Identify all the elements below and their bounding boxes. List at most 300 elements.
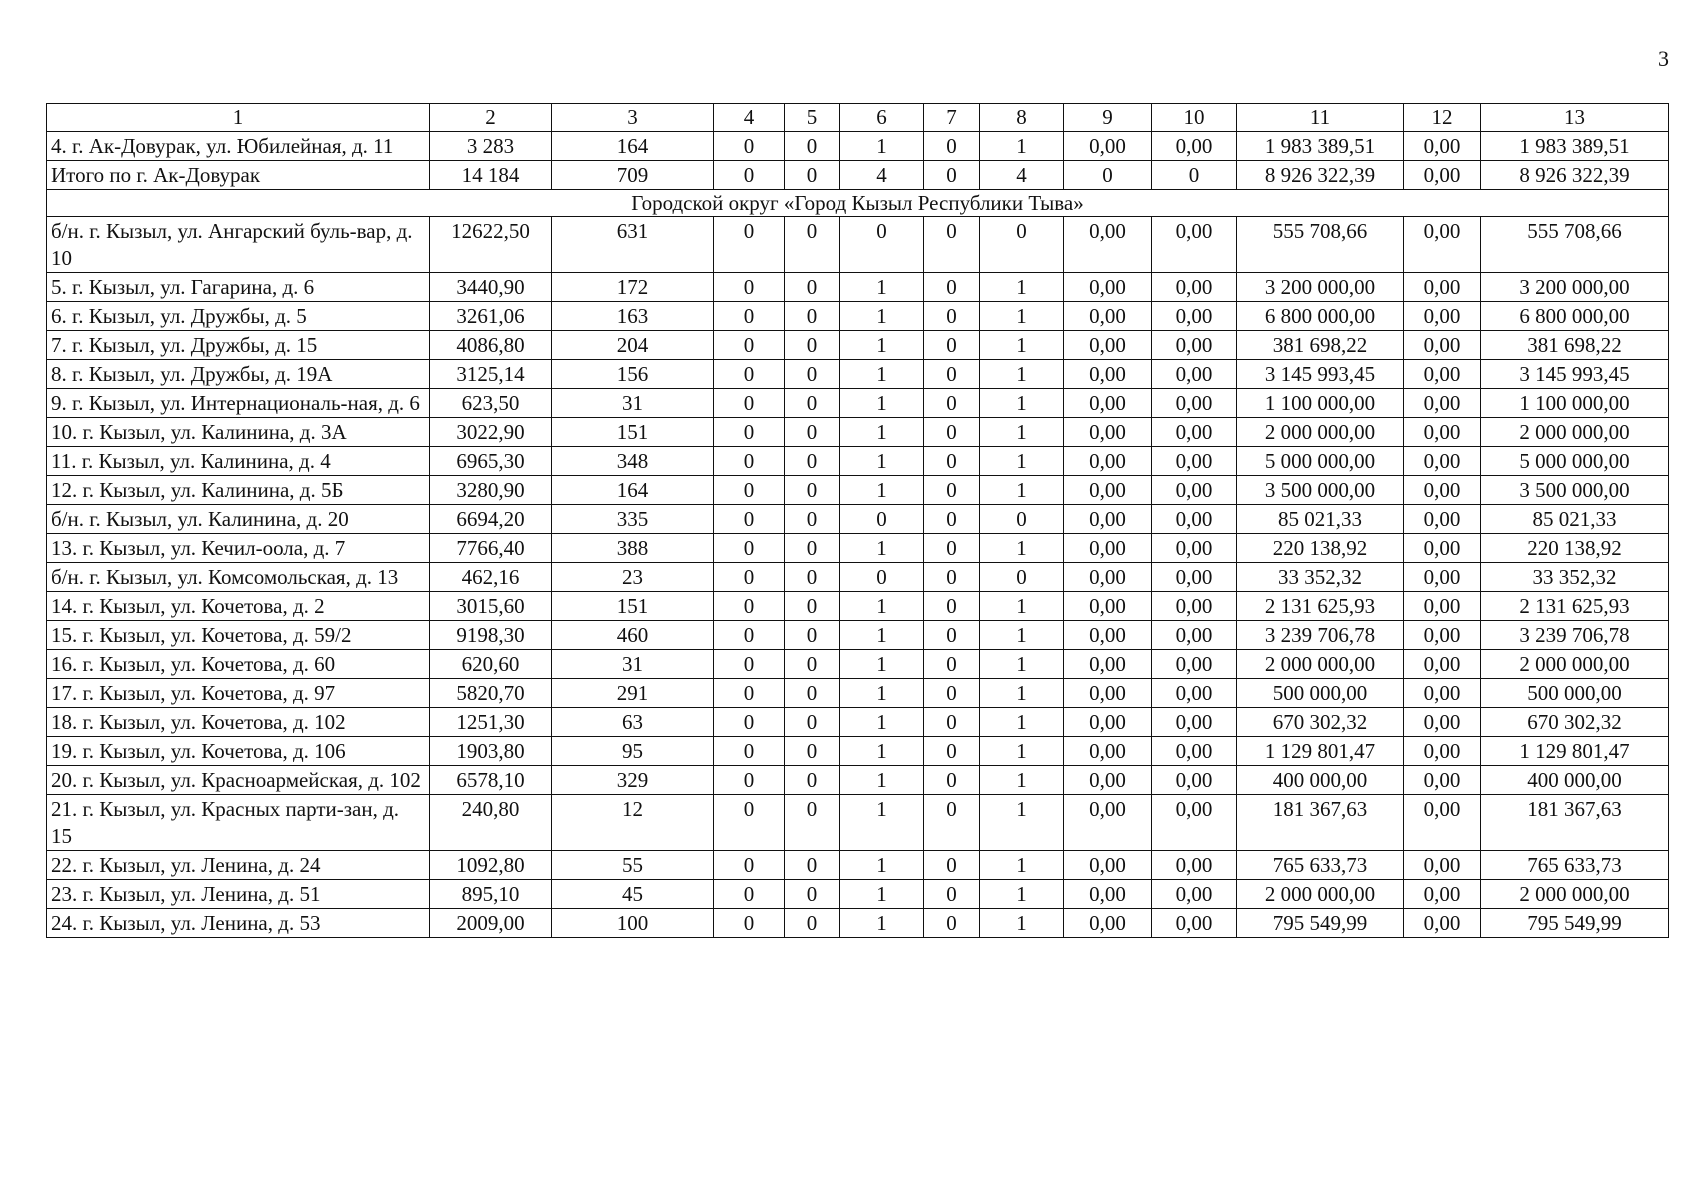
value-cell: 0 xyxy=(714,880,785,909)
value-cell: 1 xyxy=(840,795,924,851)
value-cell: 0,00 xyxy=(1152,331,1237,360)
value-cell: 1 xyxy=(980,360,1064,389)
value-cell: 1 129 801,47 xyxy=(1237,737,1404,766)
value-cell: 0 xyxy=(714,161,785,190)
value-cell: 3 145 993,45 xyxy=(1237,360,1404,389)
value-cell: 0,00 xyxy=(1404,650,1481,679)
value-cell: 85 021,33 xyxy=(1237,505,1404,534)
value-cell: 0 xyxy=(714,650,785,679)
value-cell: 3 239 706,78 xyxy=(1481,621,1669,650)
value-cell: 0 xyxy=(1152,161,1237,190)
value-cell: 1 xyxy=(980,851,1064,880)
header-cell: 8 xyxy=(980,104,1064,132)
address-cell: б/н. г. Кызыл, ул. Ангарский буль-вар, д. 10 xyxy=(47,217,430,273)
value-cell: 0 xyxy=(714,273,785,302)
value-cell: 0,00 xyxy=(1152,708,1237,737)
table-row xyxy=(47,476,1669,505)
value-cell: 100 xyxy=(552,909,714,938)
address-cell: 9. г. Кызыл, ул. Интернациональ-ная, д. 6 xyxy=(47,389,430,418)
value-cell: 1 xyxy=(840,302,924,331)
value-cell: 0 xyxy=(714,476,785,505)
value-cell: 3 283 xyxy=(430,132,552,161)
value-cell: 0 xyxy=(785,217,840,273)
table-row xyxy=(47,795,1669,851)
table-row xyxy=(47,217,1669,273)
value-cell: 1 xyxy=(980,273,1064,302)
value-cell: 0 xyxy=(714,505,785,534)
header-cell: 9 xyxy=(1064,104,1152,132)
value-cell: 381 698,22 xyxy=(1237,331,1404,360)
value-cell: 0,00 xyxy=(1152,273,1237,302)
value-cell: 0 xyxy=(924,273,980,302)
value-cell: 0 xyxy=(785,476,840,505)
value-cell: 1 xyxy=(980,592,1064,621)
value-cell: 1 129 801,47 xyxy=(1481,737,1669,766)
value-cell: 0,00 xyxy=(1152,766,1237,795)
value-cell: 0 xyxy=(924,679,980,708)
value-cell: 33 352,32 xyxy=(1481,563,1669,592)
value-cell: 95 xyxy=(552,737,714,766)
value-cell: 1 xyxy=(840,880,924,909)
value-cell: 0 xyxy=(714,795,785,851)
value-cell: 0,00 xyxy=(1152,909,1237,938)
value-cell: 1 100 000,00 xyxy=(1237,389,1404,418)
address-cell: 19. г. Кызыл, ул. Кочетова, д. 106 xyxy=(47,737,430,766)
section-row xyxy=(47,190,1669,217)
value-cell: 0,00 xyxy=(1064,880,1152,909)
value-cell: 31 xyxy=(552,650,714,679)
value-cell: 1 xyxy=(980,447,1064,476)
value-cell: 9198,30 xyxy=(430,621,552,650)
table-row xyxy=(47,880,1669,909)
value-cell: 1 xyxy=(980,795,1064,851)
value-cell: 2 000 000,00 xyxy=(1481,418,1669,447)
value-cell: 181 367,63 xyxy=(1481,795,1669,851)
value-cell: 0,00 xyxy=(1404,708,1481,737)
value-cell: 1 xyxy=(980,534,1064,563)
value-cell: 1 xyxy=(980,389,1064,418)
value-cell: 0,00 xyxy=(1404,851,1481,880)
value-cell: 0,00 xyxy=(1064,563,1152,592)
value-cell: 0 xyxy=(924,708,980,737)
value-cell: 1 xyxy=(980,737,1064,766)
value-cell: 0 xyxy=(714,851,785,880)
value-cell: 0,00 xyxy=(1152,650,1237,679)
value-cell: 555 708,66 xyxy=(1481,217,1669,273)
value-cell: 0,00 xyxy=(1064,360,1152,389)
address-cell: 23. г. Кызыл, ул. Ленина, д. 51 xyxy=(47,880,430,909)
value-cell: 0 xyxy=(785,650,840,679)
value-cell: 3 145 993,45 xyxy=(1481,360,1669,389)
address-cell: 21. г. Кызыл, ул. Красных парти-зан, д. 15 xyxy=(47,795,430,851)
value-cell: 709 xyxy=(552,161,714,190)
value-cell: 0,00 xyxy=(1404,161,1481,190)
value-cell: 1 100 000,00 xyxy=(1481,389,1669,418)
value-cell: 0 xyxy=(924,389,980,418)
value-cell: 0 xyxy=(714,132,785,161)
value-cell: 0,00 xyxy=(1152,217,1237,273)
value-cell: 0 xyxy=(785,563,840,592)
value-cell: 0 xyxy=(924,650,980,679)
value-cell: 220 138,92 xyxy=(1481,534,1669,563)
section-title: Городской округ «Город Кызыл Республики Тыва» xyxy=(47,190,1669,217)
data-table-container xyxy=(46,103,1668,938)
value-cell: 172 xyxy=(552,273,714,302)
value-cell: 1 xyxy=(840,360,924,389)
value-cell: 6694,20 xyxy=(430,505,552,534)
value-cell: 291 xyxy=(552,679,714,708)
table-row xyxy=(47,447,1669,476)
value-cell: 1 xyxy=(980,679,1064,708)
value-cell: 0 xyxy=(924,621,980,650)
value-cell: 3022,90 xyxy=(430,418,552,447)
value-cell: 0 xyxy=(714,331,785,360)
value-cell: 0 xyxy=(785,302,840,331)
value-cell: 0,00 xyxy=(1404,563,1481,592)
value-cell: 0,00 xyxy=(1404,132,1481,161)
value-cell: 795 549,99 xyxy=(1481,909,1669,938)
value-cell: 0,00 xyxy=(1152,476,1237,505)
value-cell: 0,00 xyxy=(1064,302,1152,331)
value-cell: 2 131 625,93 xyxy=(1237,592,1404,621)
value-cell: 0 xyxy=(714,418,785,447)
value-cell: 0,00 xyxy=(1064,217,1152,273)
value-cell: 6 800 000,00 xyxy=(1237,302,1404,331)
value-cell: 0 xyxy=(924,795,980,851)
address-cell: 16. г. Кызыл, ул. Кочетова, д. 60 xyxy=(47,650,430,679)
value-cell: 0 xyxy=(924,534,980,563)
table-row xyxy=(47,737,1669,766)
value-cell: 0,00 xyxy=(1064,505,1152,534)
value-cell: 0 xyxy=(785,621,840,650)
value-cell: 3 200 000,00 xyxy=(1237,273,1404,302)
value-cell: 0,00 xyxy=(1404,418,1481,447)
value-cell: 0 xyxy=(714,360,785,389)
value-cell: 0 xyxy=(924,447,980,476)
value-cell: 0,00 xyxy=(1064,621,1152,650)
value-cell: 31 xyxy=(552,389,714,418)
value-cell: 8 926 322,39 xyxy=(1481,161,1669,190)
table-row xyxy=(47,909,1669,938)
value-cell: 0 xyxy=(785,851,840,880)
value-cell: 0 xyxy=(714,217,785,273)
value-cell: 3440,90 xyxy=(430,273,552,302)
value-cell: 0 xyxy=(924,217,980,273)
header-row xyxy=(47,104,1669,132)
value-cell: 0 xyxy=(785,909,840,938)
value-cell: 0 xyxy=(980,217,1064,273)
value-cell: 670 302,32 xyxy=(1481,708,1669,737)
value-cell: 2 131 625,93 xyxy=(1481,592,1669,621)
value-cell: 1903,80 xyxy=(430,737,552,766)
address-cell: 17. г. Кызыл, ул. Кочетова, д. 97 xyxy=(47,679,430,708)
value-cell: 0 xyxy=(714,679,785,708)
value-cell: 5 000 000,00 xyxy=(1481,447,1669,476)
table-row xyxy=(47,273,1669,302)
value-cell: 0,00 xyxy=(1404,447,1481,476)
table-row xyxy=(47,679,1669,708)
value-cell: 3 500 000,00 xyxy=(1237,476,1404,505)
value-cell: 0,00 xyxy=(1404,389,1481,418)
value-cell: 164 xyxy=(552,132,714,161)
table-row xyxy=(47,505,1669,534)
value-cell: 1 xyxy=(980,331,1064,360)
value-cell: 0,00 xyxy=(1064,331,1152,360)
value-cell: 388 xyxy=(552,534,714,563)
value-cell: 0 xyxy=(785,389,840,418)
value-cell: 0 xyxy=(840,217,924,273)
value-cell: 12622,50 xyxy=(430,217,552,273)
value-cell: 0,00 xyxy=(1064,418,1152,447)
value-cell: 462,16 xyxy=(430,563,552,592)
value-cell: 0,00 xyxy=(1404,592,1481,621)
header-cell: 11 xyxy=(1237,104,1404,132)
value-cell: 0,00 xyxy=(1152,505,1237,534)
data-table xyxy=(46,103,1669,938)
address-cell: Итого по г. Ак-Довурак xyxy=(47,161,430,190)
value-cell: 3 239 706,78 xyxy=(1237,621,1404,650)
value-cell: 3280,90 xyxy=(430,476,552,505)
value-cell: 1 xyxy=(840,331,924,360)
value-cell: 0 xyxy=(924,302,980,331)
header-cell: 5 xyxy=(785,104,840,132)
header-cell: 7 xyxy=(924,104,980,132)
value-cell: 0 xyxy=(980,563,1064,592)
value-cell: 0 xyxy=(785,737,840,766)
address-cell: 13. г. Кызыл, ул. Кечил-оола, д. 7 xyxy=(47,534,430,563)
value-cell: 3015,60 xyxy=(430,592,552,621)
table-row xyxy=(47,851,1669,880)
table-row xyxy=(47,389,1669,418)
value-cell: 0 xyxy=(714,389,785,418)
value-cell: 0 xyxy=(785,679,840,708)
value-cell: 0 xyxy=(785,447,840,476)
header-cell: 6 xyxy=(840,104,924,132)
value-cell: 0 xyxy=(785,795,840,851)
value-cell: 0 xyxy=(924,766,980,795)
address-cell: 7. г. Кызыл, ул. Дружбы, д. 15 xyxy=(47,331,430,360)
table-row xyxy=(47,331,1669,360)
value-cell: 0,00 xyxy=(1404,217,1481,273)
value-cell: 0 xyxy=(785,273,840,302)
value-cell: 1 xyxy=(840,909,924,938)
value-cell: 0,00 xyxy=(1064,737,1152,766)
value-cell: 765 633,73 xyxy=(1481,851,1669,880)
value-cell: 0,00 xyxy=(1404,766,1481,795)
value-cell: 0,00 xyxy=(1404,679,1481,708)
value-cell: 0 xyxy=(924,476,980,505)
value-cell: 0,00 xyxy=(1152,447,1237,476)
table-row xyxy=(47,708,1669,737)
page-number: 3 xyxy=(1658,46,1669,71)
address-cell: 5. г. Кызыл, ул. Гагарина, д. 6 xyxy=(47,273,430,302)
value-cell: 0,00 xyxy=(1152,795,1237,851)
value-cell: 1 xyxy=(980,880,1064,909)
value-cell: 0,00 xyxy=(1152,737,1237,766)
table-row xyxy=(47,534,1669,563)
value-cell: 3 200 000,00 xyxy=(1481,273,1669,302)
value-cell: 0 xyxy=(924,505,980,534)
value-cell: 14 184 xyxy=(430,161,552,190)
value-cell: 0,00 xyxy=(1404,476,1481,505)
value-cell: 5820,70 xyxy=(430,679,552,708)
value-cell: 348 xyxy=(552,447,714,476)
address-cell: 6. г. Кызыл, ул. Дружбы, д. 5 xyxy=(47,302,430,331)
value-cell: 0,00 xyxy=(1152,132,1237,161)
value-cell: 0 xyxy=(714,534,785,563)
header-cell: 2 xyxy=(430,104,552,132)
value-cell: 0,00 xyxy=(1404,909,1481,938)
value-cell: 1 xyxy=(840,766,924,795)
value-cell: 0,00 xyxy=(1064,679,1152,708)
value-cell: 4 xyxy=(840,161,924,190)
value-cell: 1 xyxy=(840,447,924,476)
value-cell: 0,00 xyxy=(1064,273,1152,302)
value-cell: 0 xyxy=(924,592,980,621)
table-row xyxy=(47,418,1669,447)
value-cell: 4086,80 xyxy=(430,331,552,360)
value-cell: 620,60 xyxy=(430,650,552,679)
value-cell: 163 xyxy=(552,302,714,331)
address-cell: 4. г. Ак-Довурак, ул. Юбилейная, д. 11 xyxy=(47,132,430,161)
value-cell: 1092,80 xyxy=(430,851,552,880)
value-cell: 895,10 xyxy=(430,880,552,909)
address-cell: 15. г. Кызыл, ул. Кочетова, д. 59/2 xyxy=(47,621,430,650)
value-cell: 1 xyxy=(980,909,1064,938)
value-cell: 164 xyxy=(552,476,714,505)
value-cell: 0 xyxy=(714,909,785,938)
header-cell: 4 xyxy=(714,104,785,132)
value-cell: 0 xyxy=(714,302,785,331)
table-row xyxy=(47,132,1669,161)
value-cell: 3261,06 xyxy=(430,302,552,331)
value-cell: 0 xyxy=(924,851,980,880)
value-cell: 1 xyxy=(840,132,924,161)
value-cell: 1 xyxy=(980,418,1064,447)
value-cell: 156 xyxy=(552,360,714,389)
value-cell: 1 xyxy=(840,418,924,447)
value-cell: 1 xyxy=(980,766,1064,795)
value-cell: 0,00 xyxy=(1064,389,1152,418)
value-cell: 0,00 xyxy=(1404,534,1481,563)
value-cell: 1 xyxy=(840,851,924,880)
value-cell: 1 xyxy=(840,679,924,708)
value-cell: 0,00 xyxy=(1404,302,1481,331)
table-row xyxy=(47,563,1669,592)
value-cell: 1 xyxy=(980,132,1064,161)
value-cell: 1 xyxy=(980,621,1064,650)
value-cell: 1 xyxy=(980,650,1064,679)
value-cell: 0 xyxy=(785,592,840,621)
value-cell: 0 xyxy=(924,132,980,161)
value-cell: 0,00 xyxy=(1152,880,1237,909)
value-cell: 0,00 xyxy=(1152,302,1237,331)
value-cell: 0,00 xyxy=(1064,909,1152,938)
value-cell: 3 500 000,00 xyxy=(1481,476,1669,505)
value-cell: 0 xyxy=(785,360,840,389)
value-cell: 204 xyxy=(552,331,714,360)
value-cell: 0,00 xyxy=(1064,708,1152,737)
value-cell: 0,00 xyxy=(1404,273,1481,302)
address-cell: 12. г. Кызыл, ул. Калинина, д. 5Б xyxy=(47,476,430,505)
value-cell: 1 xyxy=(840,708,924,737)
value-cell: 0,00 xyxy=(1152,851,1237,880)
value-cell: 1 983 389,51 xyxy=(1481,132,1669,161)
value-cell: 2 000 000,00 xyxy=(1481,650,1669,679)
value-cell: 400 000,00 xyxy=(1481,766,1669,795)
table-row xyxy=(47,302,1669,331)
value-cell: 0 xyxy=(924,331,980,360)
value-cell: 0 xyxy=(1064,161,1152,190)
value-cell: 1251,30 xyxy=(430,708,552,737)
value-cell: 623,50 xyxy=(430,389,552,418)
value-cell: 1 983 389,51 xyxy=(1237,132,1404,161)
value-cell: 0,00 xyxy=(1152,360,1237,389)
header-cell: 12 xyxy=(1404,104,1481,132)
value-cell: 0 xyxy=(980,505,1064,534)
value-cell: 1 xyxy=(840,534,924,563)
value-cell: 0,00 xyxy=(1064,766,1152,795)
value-cell: 0 xyxy=(924,909,980,938)
value-cell: 0,00 xyxy=(1064,851,1152,880)
value-cell: 1 xyxy=(840,621,924,650)
table-row xyxy=(47,650,1669,679)
value-cell: 12 xyxy=(552,795,714,851)
value-cell: 0,00 xyxy=(1064,534,1152,563)
value-cell: 0 xyxy=(785,161,840,190)
value-cell: 0 xyxy=(785,534,840,563)
value-cell: 400 000,00 xyxy=(1237,766,1404,795)
value-cell: 1 xyxy=(840,737,924,766)
value-cell: 8 926 322,39 xyxy=(1237,161,1404,190)
value-cell: 0 xyxy=(714,563,785,592)
value-cell: 0 xyxy=(785,418,840,447)
value-cell: 2 000 000,00 xyxy=(1481,880,1669,909)
value-cell: 0 xyxy=(714,766,785,795)
value-cell: 220 138,92 xyxy=(1237,534,1404,563)
address-cell: б/н. г. Кызыл, ул. Калинина, д. 20 xyxy=(47,505,430,534)
value-cell: 5 000 000,00 xyxy=(1237,447,1404,476)
address-cell: 11. г. Кызыл, ул. Калинина, д. 4 xyxy=(47,447,430,476)
table-body xyxy=(47,132,1669,938)
header-cell: 3 xyxy=(552,104,714,132)
value-cell: 0,00 xyxy=(1064,650,1152,679)
value-cell: 0,00 xyxy=(1064,476,1152,505)
value-cell: 0 xyxy=(785,132,840,161)
value-cell: 765 633,73 xyxy=(1237,851,1404,880)
value-cell: 0 xyxy=(840,505,924,534)
value-cell: 0,00 xyxy=(1404,795,1481,851)
address-cell: 20. г. Кызыл, ул. Красноармейская, д. 102 xyxy=(47,766,430,795)
value-cell: 4 xyxy=(980,161,1064,190)
value-cell: 1 xyxy=(840,273,924,302)
value-cell: 0 xyxy=(924,360,980,389)
value-cell: 0 xyxy=(924,418,980,447)
value-cell: 0 xyxy=(924,563,980,592)
address-cell: б/н. г. Кызыл, ул. Комсомольская, д. 13 xyxy=(47,563,430,592)
value-cell: 0 xyxy=(785,505,840,534)
value-cell: 63 xyxy=(552,708,714,737)
value-cell: 0 xyxy=(924,737,980,766)
value-cell: 45 xyxy=(552,880,714,909)
value-cell: 181 367,63 xyxy=(1237,795,1404,851)
value-cell: 2 000 000,00 xyxy=(1237,880,1404,909)
value-cell: 0,00 xyxy=(1064,592,1152,621)
value-cell: 0,00 xyxy=(1152,592,1237,621)
value-cell: 381 698,22 xyxy=(1481,331,1669,360)
value-cell: 3125,14 xyxy=(430,360,552,389)
value-cell: 335 xyxy=(552,505,714,534)
